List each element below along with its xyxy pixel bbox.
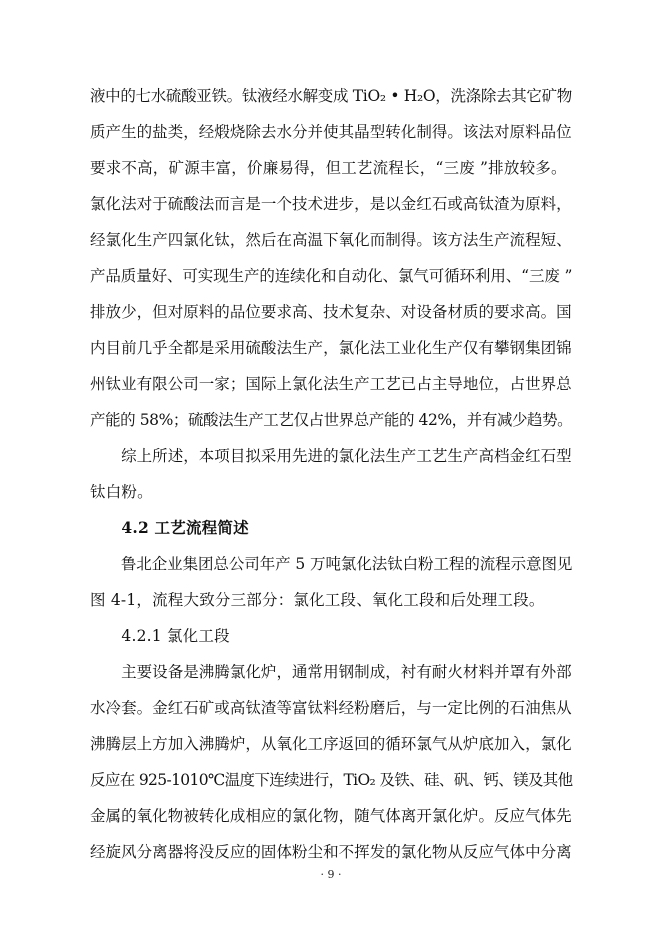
text-line: 图 4-1，流程大致分三部分：氯化工段、氧化工段和后处理工段。 [90, 591, 545, 609]
text-line: 氯化法对于硫酸法而言是一个技术进步，是以金红石或高钛渣为原料， [90, 195, 572, 213]
text-line: 反应在 925-1010℃温度下连续进行，TiO₂ 及铁、硅、矾、钙、镁及其他 [90, 771, 573, 789]
text-line: 经氯化生产四氯化钛，然后在高温下氧化而制得。该方法生产流程短、 [90, 231, 572, 249]
text-line: 鲁北企业集团总公司年产 5 万吨氯化法钛白粉工程的流程示意图见 [90, 555, 573, 573]
text-line: 综上所述，本项目拟采用先进的氯化法生产工艺生产高档金红石型 [90, 447, 572, 465]
text-line: 产能的 58%；硫酸法生产工艺仅占世界总产能的 42%，并有减少趋势。 [90, 411, 573, 429]
page-number: · 9 · [320, 868, 342, 881]
text-line: 质产生的盐类，经煅烧除去水分并使其晶型转化制得。该法对原料品位 [90, 123, 572, 141]
text-line: 要求不高，矿源丰富，价廉易得，但工艺流程长，“三废 ”排放较多。 [90, 159, 567, 177]
text-line: 主要设备是沸腾氯化炉，通常用钢制成，衬有耐火材料并罩有外部 [90, 663, 572, 681]
text-line: 排放少，但对原料的品位要求高、技术复杂、对设备材质的要求高。国 [90, 303, 572, 321]
text-line: 液中的七水硫酸亚铁。钛液经水解变成 TiO₂ • H₂O，洗涤除去其它矿物 [90, 87, 572, 105]
text-line: 经旋风分离器将没反应的固体粉尘和不挥发的氯化物从反应气体中分离 [90, 843, 572, 861]
text-line: 沸腾层上方加入沸腾炉，从氧化工序返回的循环氯气从炉底加入，氯化 [90, 735, 572, 753]
text-line: 钛白粉。 [90, 483, 153, 501]
text-line: 内目前几乎全都是采用硫酸法生产，氯化法工业化生产仅有攀钢集团锦 [90, 339, 572, 357]
text-line: 州钛业有限公司一家；国际上氯化法生产工艺已占主导地位，占世界总 [90, 375, 572, 393]
section-heading: 4.2 工艺流程简述 [90, 518, 249, 537]
subsection-heading: 4.2.1 氯化工段 [90, 627, 230, 645]
text-line: 产品质量好、可实现生产的连续化和自动化、氯气可循环利用、“三废 ” [90, 267, 573, 285]
text-line: 水冷套。金红石矿或高钛渣等富钛料经粉磨后，与一定比例的石油焦从 [90, 699, 572, 717]
text-line: 金属的氧化物被转化成相应的氯化物，随气体离开氯化炉。反应气体先 [90, 807, 572, 825]
